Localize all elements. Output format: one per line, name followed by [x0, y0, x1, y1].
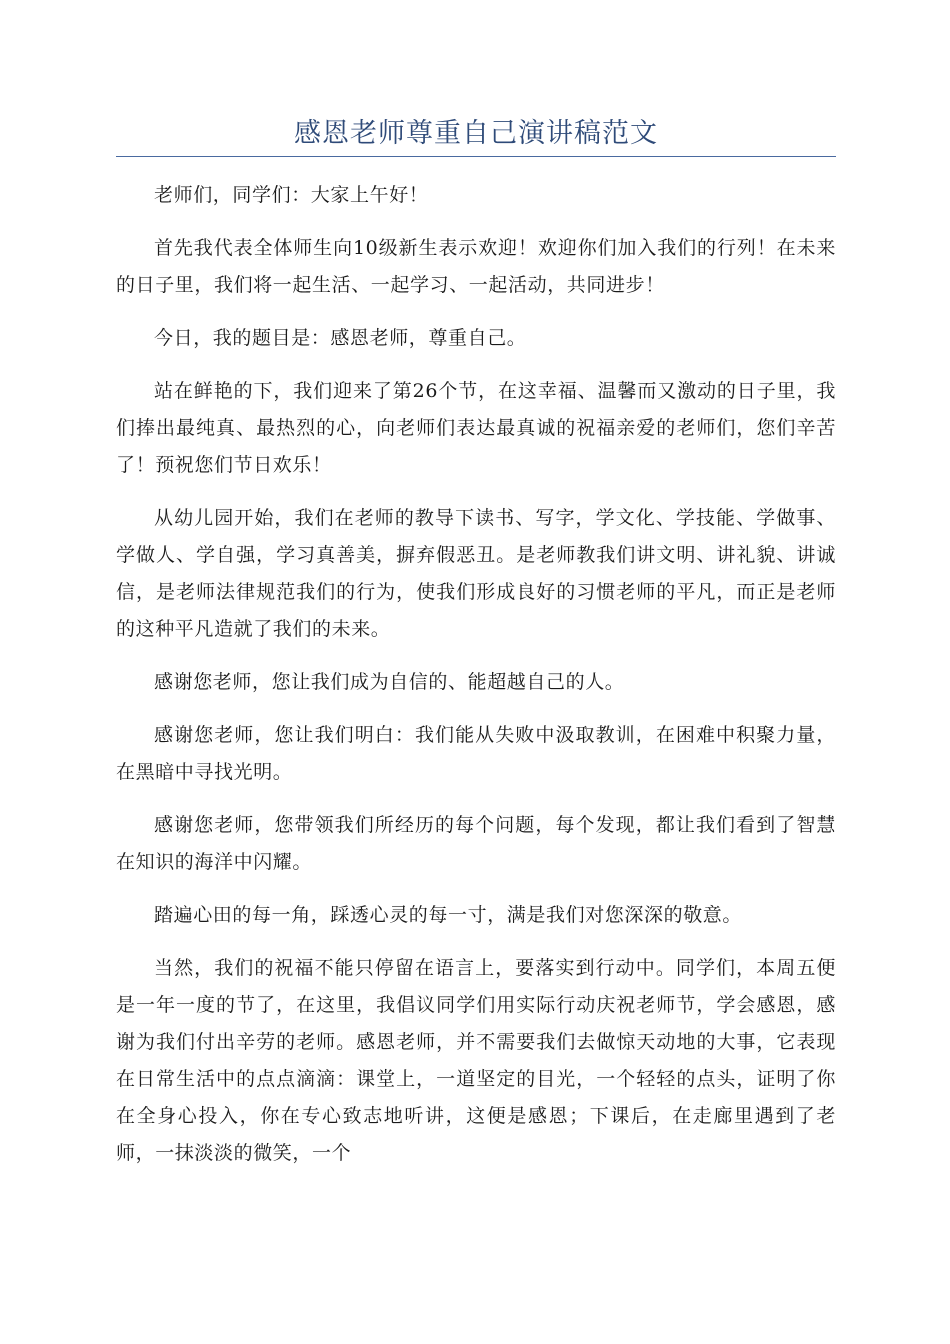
paragraph-topic: 今日，我的题目是：感恩老师，尊重自己。: [154, 327, 527, 349]
paragraph-festival: 站在鲜艳的下，我们迎来了第26个节，在这幸福、温馨而又激动的日子里，我们捧出最纯真、最热烈的心，向老师们表达最真诚的祝福亲爱的老师们，您们辛苦了！预祝您们节日欢乐！: [116, 380, 836, 476]
paragraph-greeting: 老师们，同学们：大家上午好！: [154, 184, 429, 206]
paragraph-thanks-confidence: 感谢您老师，您让我们成为自信的、能超越自己的人。: [154, 671, 625, 693]
paragraph-thanks-lessons: 感谢您老师，您让我们明白：我们能从失败中汲取教训，在困难中积聚力量，在黑暗中寻找光明。: [116, 724, 836, 783]
paragraph-thanks-wisdom: 感谢您老师，您带领我们所经历的每个问题，每个发现，都让我们看到了智慧在知识的海洋中闪耀。: [116, 814, 836, 873]
document-title: 感恩老师尊重自己演讲稿范文: [294, 118, 658, 149]
document-body: [116, 177, 836, 1172]
paragraph-welcome: 首先我代表全体师生向10级新生表示欢迎！欢迎你们加入我们的行列！在未来的日子里，我们将一起生活、一起学习、一起活动，共同进步！: [116, 237, 836, 296]
paragraph-education: 从幼儿园开始，我们在老师的教导下读书、写字，学文化、学技能、学做事、学做人、学自强，学习真善美，摒弃假恶丑。是老师教我们讲文明、讲礼貌、讲诚信，是老师法律规范我们的行为，使我们形成良好的习惯老师的平凡，而正是老师的这种平凡造就了我们的未来。: [116, 507, 836, 640]
paragraph-action: 当然，我们的祝福不能只停留在语言上，要落实到行动中。同学们，本周五便是一年一度的节了，在这里，我倡议同学们用实际行动庆祝老师节，学会感恩，感谢为我们付出辛劳的老师。感恩老师，并不需要我们去做惊天动地的大事，它表现在日常生活中的点点滴滴：课堂上，一道坚定的目光，一个轻轻的点头，证明了你在全身心投入，你在专心致志地听讲，这便是感恩；下课后，在走廊里遇到了老师，一抹淡淡的微笑，一个: [116, 957, 836, 1164]
title-underline: [116, 156, 836, 157]
paragraph-respect: 踏遍心田的每一角，踩透心灵的每一寸，满是我们对您深深的敬意。: [154, 904, 743, 926]
document-page: [116, 112, 836, 1188]
